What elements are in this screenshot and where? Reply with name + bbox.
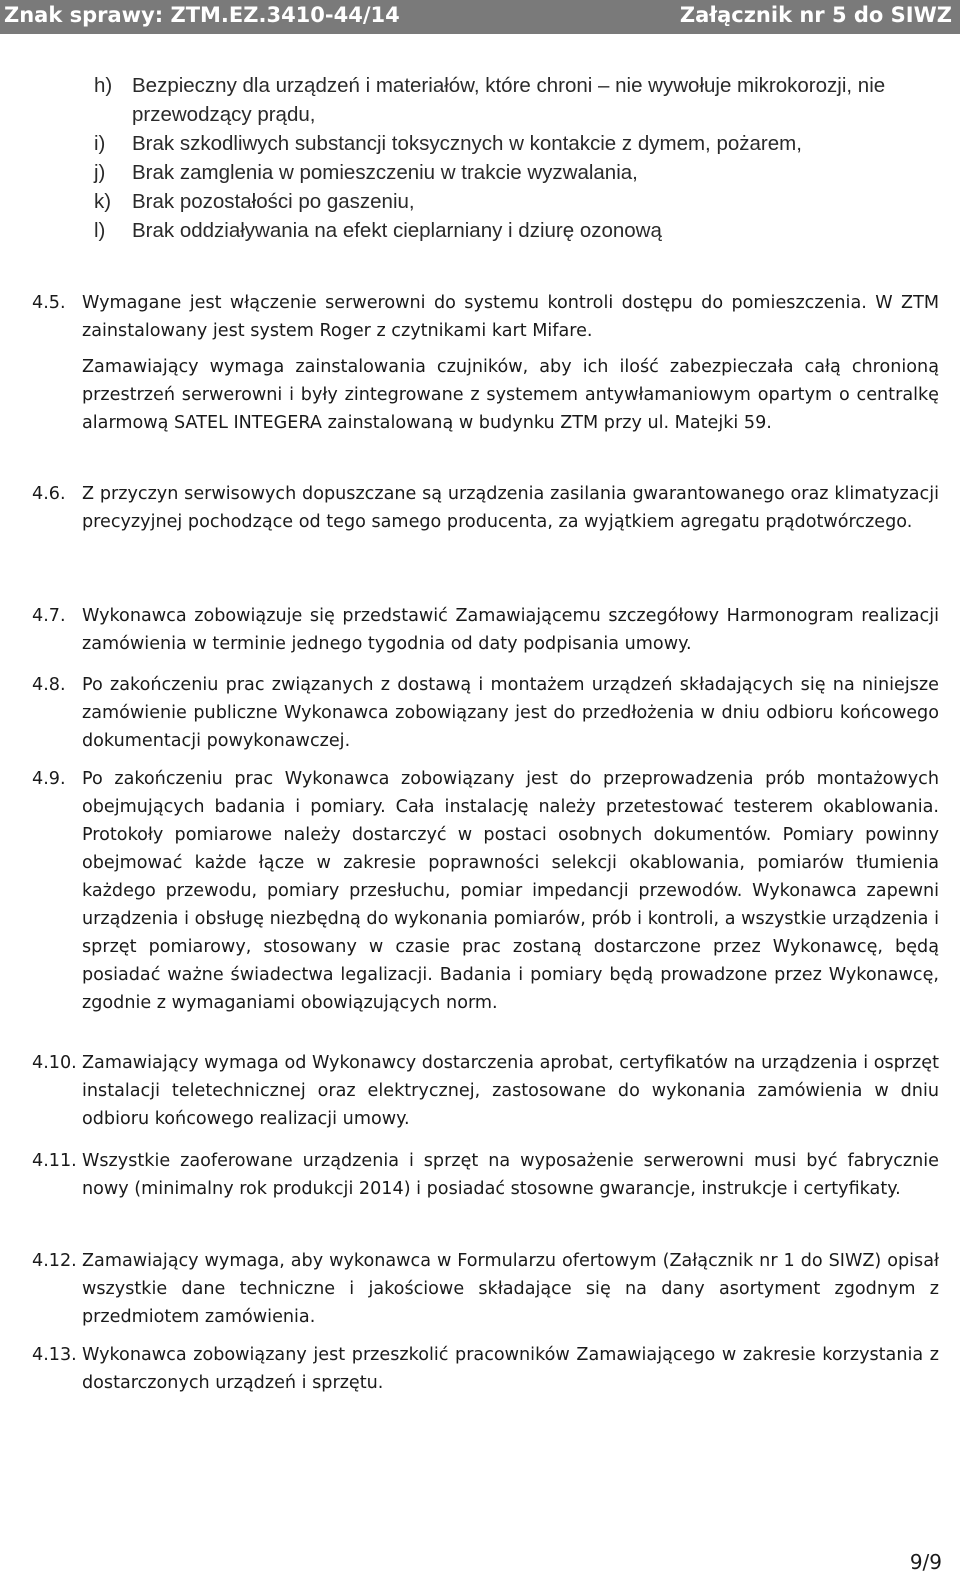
list-marker: h)	[94, 74, 113, 97]
section-4-12	[32, 1247, 939, 1331]
list-item	[94, 129, 954, 158]
section-paragraph: Zamawiający wymaga od Wykonawcy dostarczenia aprobat, certyfikatów na urządzenia i osprzęt instalacji teletechnicznej oraz elektrycznej, zastosowane do wykonania zamówienia w dniu odbioru końcowego realizacji umowy.	[82, 1053, 939, 1129]
section-paragraph: Zamawiający wymaga zainstalowania czujników, aby ich ilość zabezpieczała całą chronioną przestrzeń serwerowni i były zintegrowane z systemem antywłamaniowym opartym o centralkę alarmową SATEL INTEGERA zainstalowaną w budynku ZTM przy ul. Matejki 59.	[82, 357, 939, 433]
list-text: Brak pozostałości po gaszeniu,	[132, 190, 415, 213]
attachment-label: Załącznik nr 5 do SIWZ	[679, 3, 952, 27]
section-4-8	[32, 671, 939, 755]
section-number: 4.5.	[32, 293, 66, 313]
section-4-11	[32, 1147, 939, 1203]
alpha-list	[94, 71, 954, 245]
section-paragraph: Po zakończeniu prac związanych z dostawą i montażem urządzeń składających się na niniejsze zamówienie publiczne Wykonawca zobowiązany jest do przedłożenia w dniu odbioru końcowego dokumentacji powykonawczej.	[82, 675, 939, 751]
section-4-6	[32, 480, 939, 536]
list-text: Bezpieczny dla urządzeń i materiałów, które chroni – nie wywołuje mikrokorozji, nie przewodzący prądu,	[132, 74, 886, 126]
section-number: 4.6.	[32, 484, 66, 504]
section-number: 4.11.	[32, 1151, 77, 1171]
list-text: Brak oddziaływania na efekt cieplarniany i dziurę ozonową	[132, 219, 662, 242]
case-number: Znak sprawy: ZTM.EZ.3410-44/14	[4, 3, 400, 27]
section-number: 4.13.	[32, 1345, 77, 1365]
section-paragraph: Wykonawca zobowiązany jest przeszkolić pracowników Zamawiającego w zakresie korzystania z dostarczonych urządzeń i sprzętu.	[82, 1345, 939, 1393]
list-marker: l)	[94, 219, 106, 242]
section-4-5	[32, 289, 939, 437]
list-item	[94, 216, 954, 245]
page-number: 9/9	[909, 1550, 942, 1574]
list-item	[94, 71, 954, 129]
section-paragraph: Zamawiający wymaga, aby wykonawca w Formularzu ofertowym (Załącznik nr 1 do SIWZ) opisał wszystkie dane techniczne i jakościowe składające się na dany asortyment zgodnym z przedmiotem zamówienia.	[82, 1251, 939, 1327]
section-paragraph: Z przyczyn serwisowych dopuszczane są urządzenia zasilania gwarantowanego oraz klimatyzacji precyzyjnej pochodzące od tego samego producenta, za wyjątkiem agregatu prądotwórczego.	[82, 484, 939, 532]
list-item	[94, 158, 954, 187]
section-paragraph: Wszystkie zaoferowane urządzenia i sprzęt na wyposażenie serwerowni musi być fabrycznie nowy (minimalny rok produkcji 2014) i posiadać stosowne gwarancje, instrukcje i certyfikaty.	[82, 1151, 939, 1199]
section-4-10	[32, 1049, 939, 1133]
section-4-7	[32, 602, 939, 658]
list-item	[94, 187, 954, 216]
list-marker: i)	[94, 132, 106, 155]
section-4-9	[32, 765, 939, 1017]
list-text: Brak zamglenia w pomieszczeniu w trakcie wyzwalania,	[132, 161, 638, 184]
section-number: 4.10.	[32, 1053, 77, 1073]
section-paragraph: Wymagane jest włączenie serwerowni do systemu kontroli dostępu do pomieszczenia. W ZTM zainstalowany jest system Roger z czytnikami kart Mifare.	[82, 293, 939, 341]
list-marker: j)	[94, 161, 106, 184]
section-4-13	[32, 1341, 939, 1397]
section-number: 4.8.	[32, 675, 66, 695]
list-marker: k)	[94, 190, 112, 213]
section-paragraph: Wykonawca zobowiązuje się przedstawić Zamawiającemu szczegółowy Harmonogram realizacji zamówienia w terminie jednego tygodnia od daty podpisania umowy.	[82, 606, 939, 654]
list-text: Brak szkodliwych substancji toksycznych w kontakcie z dymem, pożarem,	[132, 132, 802, 155]
section-number: 4.7.	[32, 606, 66, 626]
page-header	[0, 0, 960, 34]
section-paragraph: Po zakończeniu prac Wykonawca zobowiązany jest do przeprowadzenia prób montażowych obejmujących badania i pomiary. Cała instalację należy przetestować testerem okablowania. Protokoły pomiarowe należy dostarczyć w postaci osobnych dokumentów. Pomiary powinny obejmować każde łącze w zakresie poprawności selekcji okablowania, pomiarów tłumienia każdego przewodu, pomiary przesłuchu, pomiar impedancji przewodów. Wykonawca zapewni urządzenia i obsługę niezbędną do wykonania pomiarów, prób i kontroli, a wszystkie urządzenia i sprzęt pomiarowy, stosowany w czasie prac zostaną dostarczone przez Wykonawcę, będą posiadać ważne świadectwa legalizacji. Badania i pomiary będą prowadzone przez Wykonawcę, zgodnie z wymaganiami obowiązujących norm.	[82, 769, 939, 1013]
section-number: 4.12.	[32, 1251, 77, 1271]
section-number: 4.9.	[32, 769, 66, 789]
